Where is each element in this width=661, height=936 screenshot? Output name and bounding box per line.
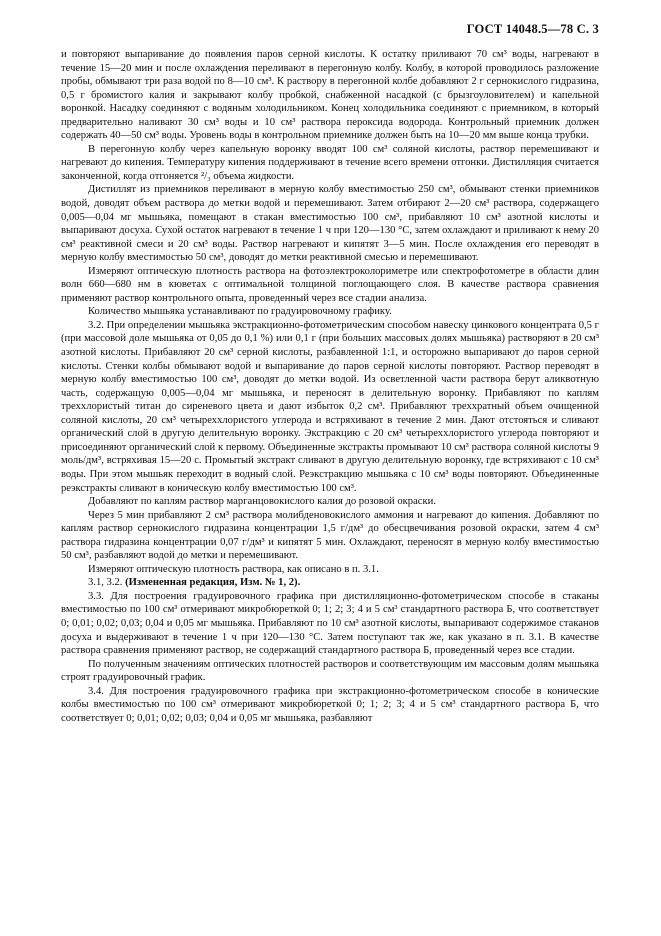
paragraph-6: 3.2. При определении мышьяка экстракционно-фотометрическим способом навеску цинкового концентрата 0,5 г (при массовой доле мышьяка от 0,05 до 0,1 %) или 0,1 г (при больших массовых долях мышьяка) растворяют в 20 см³ азотной кислоты. Прибавляют 20 см³ серной кислоты, разбавленной 1:1, и осторожно выпаривают до паров серной кислоты. Стенки колбы обмывают водой и выпаривание до паров серной кислоты повторяют. Раствор переводят в мерную колбу вместимостью 100 см³, доводят до метки водой. Из осветленной части раствора берут аликвотную часть, содержащую 0,005—0,04 мг мышьяка, и переносят в делительную воронку. Прибавляют по каплям треххлористый титан до сиреневого цвета и дают избыток 0,2 см³. Прибавляют треххратный объем очищенной соляной кислоты, 20 см³ четыреххлористого углерода и встряхивают в течение 2 мин. Дают отстояться и сливают органический слой в другую делительную воронку. Экстракцию с 20 см³ четыреххлористого углерода повторяют и присоединяют органический слой к первому. Объединенные экстракты промывают 10 см³ раствора соляной кислоты 9 моль/дм³, встряхивая 15—20 с. Промытый экстракт сливают в другую делительную воронку, где встряхивают с 10 см³ воды. При этом мышьяк переходит в водный слой. Реэкстракцию мышьяка с 10 см³ воды повторяют. Объединенные реэкстракты сливают в коническую колбу вместимостью 100 см³.	[61, 319, 599, 494]
paragraph-1: и повторяют выпаривание до появления паров серной кислоты. К остатку приливают 70 см³ воды, нагревают в течение 15—20 мин и после охлаждения переливают в перегонную колбу. Колбу, в которой проводилось разложение пробы, обмывают три раза водой по 8—10 см³. К раствору в перегонной колбе добавляют 2 г сернокислого гидразина, 0,5 г бромистого калия и закрывают колбу пробкой, снабженной насадкой (с брызгоуловителем) и капельной воронкой. Насадку соединяют с водяным холодильником. Конец холодильника соединяют с приемником, в который предварительно наливают 30 см³ воды и 10 см³ раствора пероксида водорода. Контрольный приемник должен содержать 40—50 см³ воды. Уровень воды в контрольном приемнике должен быть на 10—20 мм выше конца трубки.	[61, 49, 599, 142]
amendment-ref: 3.1, 3.2.	[88, 577, 126, 589]
amendment-note: (Измененная редакция, Изм. № 1, 2).	[125, 577, 301, 589]
paragraph-11: 3.3. Для построения градуировочного графика при дистилляционно-фотометрическом способе в стаканы вместимостью по 100 см³ отмеривают микробюреткой 0; 1; 2; 3; 4 и 5 см³ стандартного раствора Б, что соответствует 0; 0,01; 0,02; 0,03; 0,04 и 0,05 мг мышьяка. Прибавляют по 10 см³ азотной кислоты, выпаривают содержимое стаканов досуха и выдерживают в течение 1 ч при 120—130 °С. Затем поступают так же, как указано в п. 3.1. В качестве раствора сравнения применяют раствор, не содержащий стандартного раствора Б, проведенный через все стадии.	[61, 590, 599, 657]
document-body	[61, 48, 599, 725]
paragraph-2: В перегонную колбу через капельную воронку вводят 100 см³ соляной кислоты, раствор перемешивают и нагревают до кипения. Температуру кипения поддерживают в течение всего времени отгонки. Дистилляция считается законченной, когда отгоняется ²/₃ объема жидкости.	[61, 143, 599, 182]
paragraph-9: Измеряют оптическую плотность раствора, как описано в п. 3.1.	[88, 563, 379, 575]
paragraph-3: Дистиллят из приемников переливают в мерную колбу вместимостью 250 см³, обмывают стенки приемников водой, доводят объем раствора до метки водой и перемешивают. Затем отбирают 2—20 см³ раствора, содержащего 0,005—0,04 мг мышьяка, помещают в стакан вместимостью 100 см³, прибавляют 10 см³ азотной кислоты и выпаривают досуха. Сухой остаток нагревают в течение 1 ч при 120—130 °С, затем охлаждают и приливают к нему 20 см³ реактивной смеси и 20 см³ воды. Раствор нагревают и кипятят 3—5 мин. После охлаждения его переводят в мерную колбу вместимостью 50 см³, доводят до метки реактивной смесью и перемешивают.	[61, 184, 599, 264]
paragraph-5: Количество мышьяка устанавливают по градуировочному графику.	[88, 306, 392, 318]
paragraph-12: По полученным значениям оптических плотностей растворов и соответствующим им массовым долям мышьяка строят градуировочный график.	[61, 658, 599, 684]
paragraph-8: Через 5 мин прибавляют 2 см³ раствора молибденовокислого аммония и нагревают до кипения. Добавляют по каплям раствор сернокислого гидразина концентрации 1,5 г/дм³ до обесцвечивания розовой окраски, затем 4 см³ раствора гидразина концентрации 0,07 г/дм³ и кипятят 5 мин. Охлаждают, переносят в мерную колбу вместимостью 50 см³, разбавляют водой до метки и перемешивают.	[61, 509, 599, 562]
page-header: ГОСТ 14048.5—78 С. 3	[466, 22, 599, 36]
paragraph-13: 3.4. Для построения градуировочного графика при экстракционно-фотометрическом способе в конические колбы вместимостью по 100 см³ отмеривают микробюреткой 0; 1; 2; 3; 4 и 5 см³ стандартного раствора Б, что соответствует 0; 0,01; 0,02; 0,03; 0,04 и 0,05 мг мышьяка, разбавляют	[61, 685, 599, 724]
paragraph-4: Измеряют оптическую плотность раствора на фотоэлектроколориметре или спектрофотометре в области длин волн 660—680 нм в кюветах с оптимальной толщиной поглощающего слоя. В качестве раствора сравнения применяют раствор контрольного опыта, проведенный через все стадии анализа.	[61, 265, 599, 304]
paragraph-7: Добавляют по каплям раствор марганцовокислого калия до розовой окраски.	[88, 496, 436, 508]
paragraph-10	[61, 576, 599, 590]
